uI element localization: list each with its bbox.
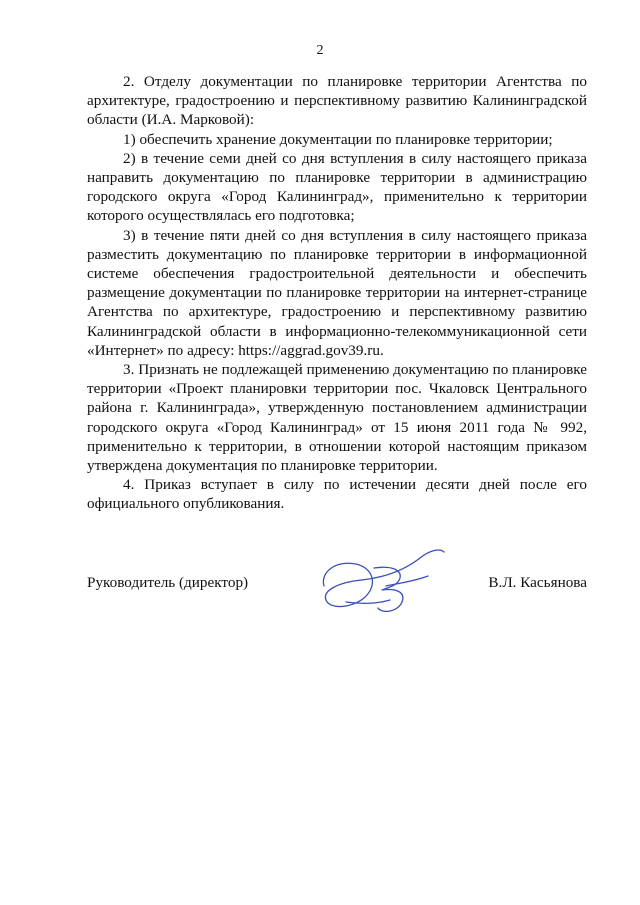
- paragraph-4: 4. Приказ вступает в силу по истечении десяти дней после его официального опубликования.: [87, 476, 587, 513]
- page-number: 2: [316, 43, 324, 58]
- paragraph-2: 2. Отделу документации по планировке территории Агентства по архитектуре, градостроению и перспективному развитию Калининградской области (И.А. Марковой):: [87, 73, 587, 129]
- signatory-name: В.Л. Касьянова: [488, 574, 587, 591]
- document-body: [87, 72, 587, 514]
- handwritten-signature: [316, 538, 456, 618]
- signatory-position: Руководитель (директор): [87, 574, 249, 591]
- paragraph-2-3: 3) в течение пяти дней со дня вступления в силу настоящего приказа разместить документацию по планировке территории в информационной системе обеспечения градостроительной деятельности и обеспечить размещение документации по планировке территории на интернет-странице Агентства по архитектуре, градостроению и перспективному развитию Калининградской области в информационно-телекоммуникационной сети «Интернет» по адресу: https://aggrad.gov39.ru.: [87, 226, 587, 359]
- paragraph-2-1: 1) обеспечить хранение документации по планировке территории;: [123, 130, 553, 148]
- paragraph-3: 3. Признать не подлежащей применению документацию по планировке территории «Проект планировки территории пос. Чкаловск Центрального района г. Калининграда», утвержденную постановлением администрации городского округа «Город Калининград» от 15 июня 2011 года № 992, применительно к территории, в отношении которой настоящим приказом утверждена документация по планировке территории.: [87, 361, 587, 475]
- paragraph-2-2: 2) в течение семи дней со дня вступления в силу настоящего приказа направить документацию по планировке территории в администрацию городского округа «Город Калининград», применительно к территории которого осуществлялась его подготовка;: [87, 149, 587, 225]
